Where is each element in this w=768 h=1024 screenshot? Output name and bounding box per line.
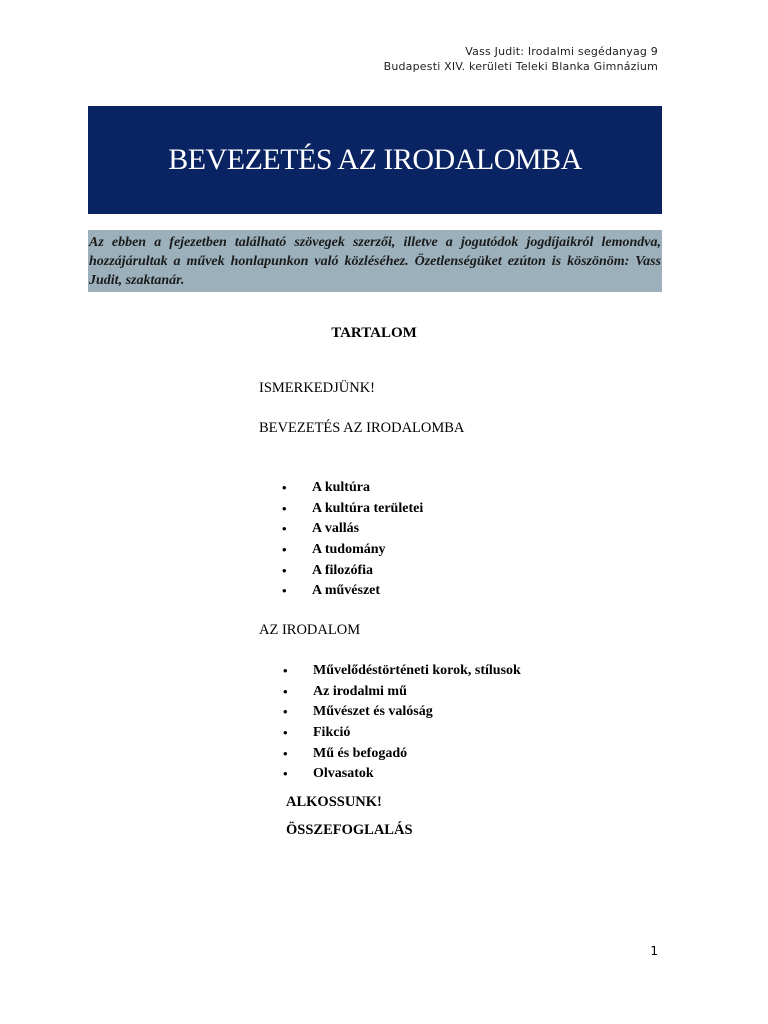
bullet-icon: • xyxy=(282,562,287,578)
toc-item[interactable]: • A művészet xyxy=(278,581,423,602)
bullet-icon: • xyxy=(282,521,287,537)
toc-item[interactable]: • Művészet és valóság xyxy=(279,702,521,723)
toc-item[interactable]: • Az irodalmi mű xyxy=(279,682,521,703)
copyright-notice: Az ebben a fejezetben található szövegek szerzői, illetve a jogutódok jogdíjaikról lemondva, hozzájárultak a művek honlapunkon való közléséhez. Özetlenségüket ezúton is köszönöm: Vass Judit, szaktanár. xyxy=(88,230,662,292)
toc-item[interactable]: • Fikció xyxy=(279,723,521,744)
header-author-line: Vass Judit: Irodalmi segédanyag 9 xyxy=(465,45,658,58)
title-banner xyxy=(88,106,662,214)
page-number: 1 xyxy=(650,944,658,958)
bullet-icon: • xyxy=(283,745,288,761)
toc-list-bevezetes xyxy=(278,478,423,602)
bullet-icon: • xyxy=(282,542,287,558)
bullet-icon: • xyxy=(283,663,288,678)
toc-heading: TARTALOM xyxy=(331,325,417,341)
bullet-icon: • xyxy=(283,766,288,782)
toc-item[interactable]: • Olvasatok xyxy=(279,764,521,785)
toc-item[interactable]: • A tudomány xyxy=(278,540,423,561)
page-header xyxy=(384,44,658,74)
bullet-icon: • xyxy=(282,500,287,516)
toc-item[interactable]: • Mű és befogadó xyxy=(279,744,521,765)
toc-section-az-irodalom[interactable]: AZ IRODALOM xyxy=(259,622,361,638)
bullet-icon: • xyxy=(283,704,288,720)
toc-section-osszefoglalas[interactable]: ÖSSZEFOGLALÁS xyxy=(286,822,413,838)
chapter-title: BEVEZETÉS AZ IRODALOMBA xyxy=(168,143,582,176)
toc-item[interactable]: • Művelődéstörténeti korok, stílusok xyxy=(279,661,521,682)
bullet-icon: • xyxy=(283,725,288,741)
toc-section-ismerkedjunk[interactable]: ISMERKEDJÜNK! xyxy=(259,380,375,396)
toc-section-bevezetes[interactable]: BEVEZETÉS AZ IRODALOMBA xyxy=(259,420,465,436)
toc-item[interactable]: • A filozófia xyxy=(278,561,423,582)
toc-item[interactable]: • A kultúra xyxy=(278,478,423,499)
toc-section-alkossunk[interactable]: ALKOSSUNK! xyxy=(286,794,382,810)
toc-item[interactable]: • A vallás xyxy=(278,519,423,540)
header-school-line: Budapesti XIV. kerületi Teleki Blanka Gimnázium xyxy=(383,60,658,73)
toc-list-irodalom xyxy=(279,661,521,785)
toc-item[interactable]: • A kultúra területei xyxy=(278,499,423,520)
bullet-icon: • xyxy=(282,480,287,495)
bullet-icon: • xyxy=(283,683,288,699)
bullet-icon: • xyxy=(282,583,287,599)
